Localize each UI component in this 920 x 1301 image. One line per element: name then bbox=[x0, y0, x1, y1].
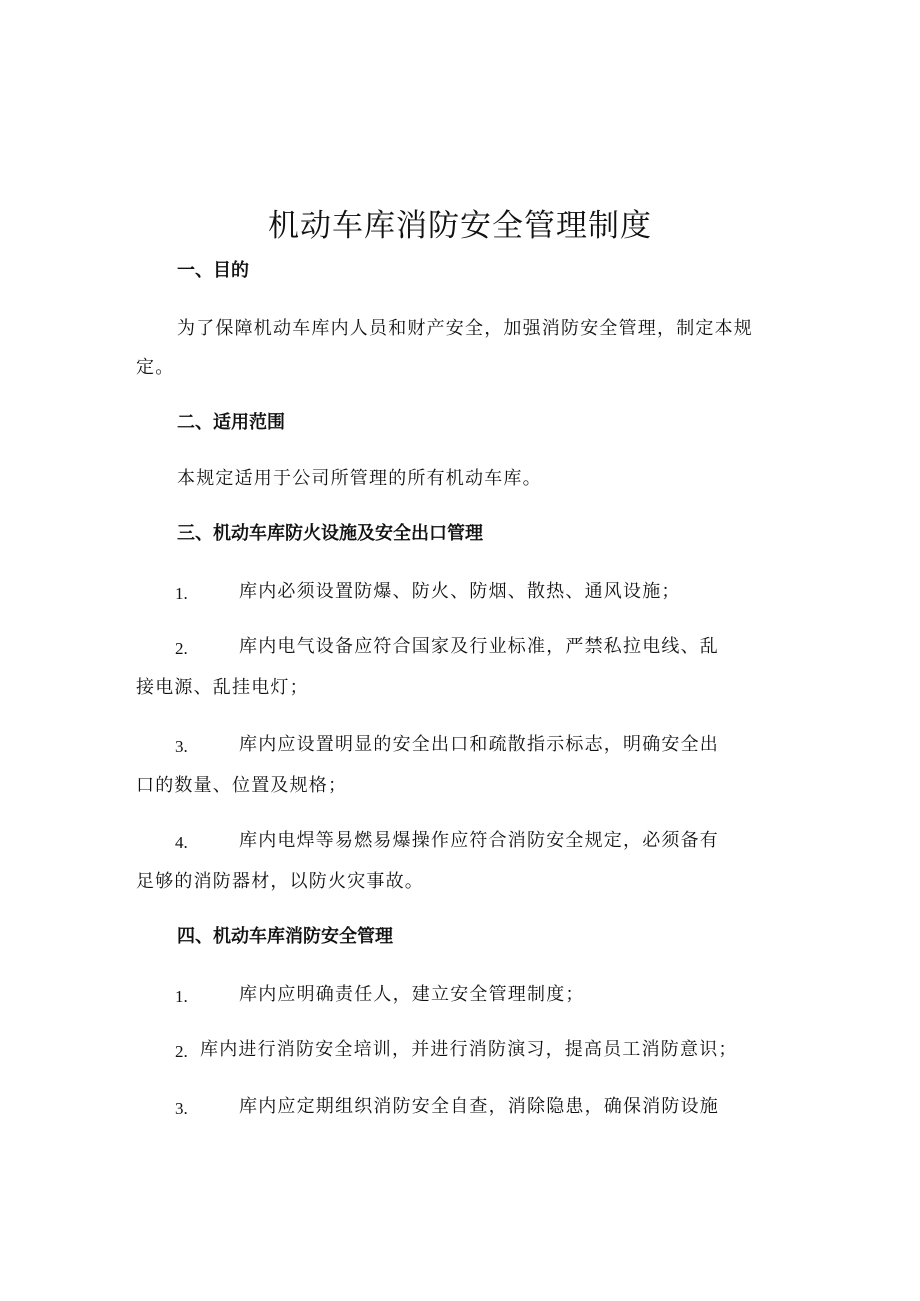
list-item-number: 3. bbox=[175, 737, 188, 756]
list-item-text: 库内应明确责任人，建立安全管理制度； bbox=[239, 984, 585, 1005]
section-heading-purpose: 一、目的 bbox=[177, 260, 249, 281]
list-item-number: 4. bbox=[175, 833, 188, 852]
list-item-text: 库内电焊等易燃易爆操作应符合消防安全规定，必须备有 bbox=[239, 830, 719, 851]
section-heading-scope: 二、适用范围 bbox=[177, 412, 285, 433]
list-item-text-continued: 足够的消防器材，以防火灾事故。 bbox=[136, 871, 424, 892]
purpose-paragraph-line-1: 为了保障机动车库内人员和财产安全，加强消防安全管理，制定本规 bbox=[177, 318, 753, 339]
list-item-number: 1. bbox=[175, 584, 188, 603]
list-item-text-continued: 口的数量、位置及规格； bbox=[136, 775, 348, 796]
section-heading-facilities: 三、机动车库防火设施及安全出口管理 bbox=[177, 523, 483, 544]
list-item-number: 2. bbox=[175, 1042, 188, 1061]
list-item-text: 库内必须设置防爆、防火、防烟、散热、通风设施； bbox=[239, 581, 681, 602]
list-item-text-continued: 接电源、乱挂电灯； bbox=[136, 677, 309, 698]
document-title: 机动车库消防安全管理制度 bbox=[268, 208, 652, 244]
list-item-text: 库内电气设备应符合国家及行业标准，严禁私拉电线、乱 bbox=[239, 636, 719, 657]
list-item-text: 库内应设置明显的安全出口和疏散指示标志，明确安全出 bbox=[239, 734, 719, 755]
purpose-paragraph-line-2: 定。 bbox=[136, 357, 175, 378]
list-item-number: 2. bbox=[175, 639, 188, 658]
list-item-text: 库内应定期组织消防安全自查，消除隐患，确保消防设施 bbox=[239, 1096, 719, 1117]
section-heading-management: 四、机动车库消防安全管理 bbox=[177, 926, 393, 947]
list-item-text: 库内进行消防安全培训，并进行消防演习，提高员工消防意识； bbox=[200, 1039, 738, 1060]
list-item-number: 3. bbox=[175, 1099, 188, 1118]
scope-paragraph: 本规定适用于公司所管理的所有机动车库。 bbox=[177, 468, 542, 489]
list-item-number: 1. bbox=[175, 987, 188, 1006]
